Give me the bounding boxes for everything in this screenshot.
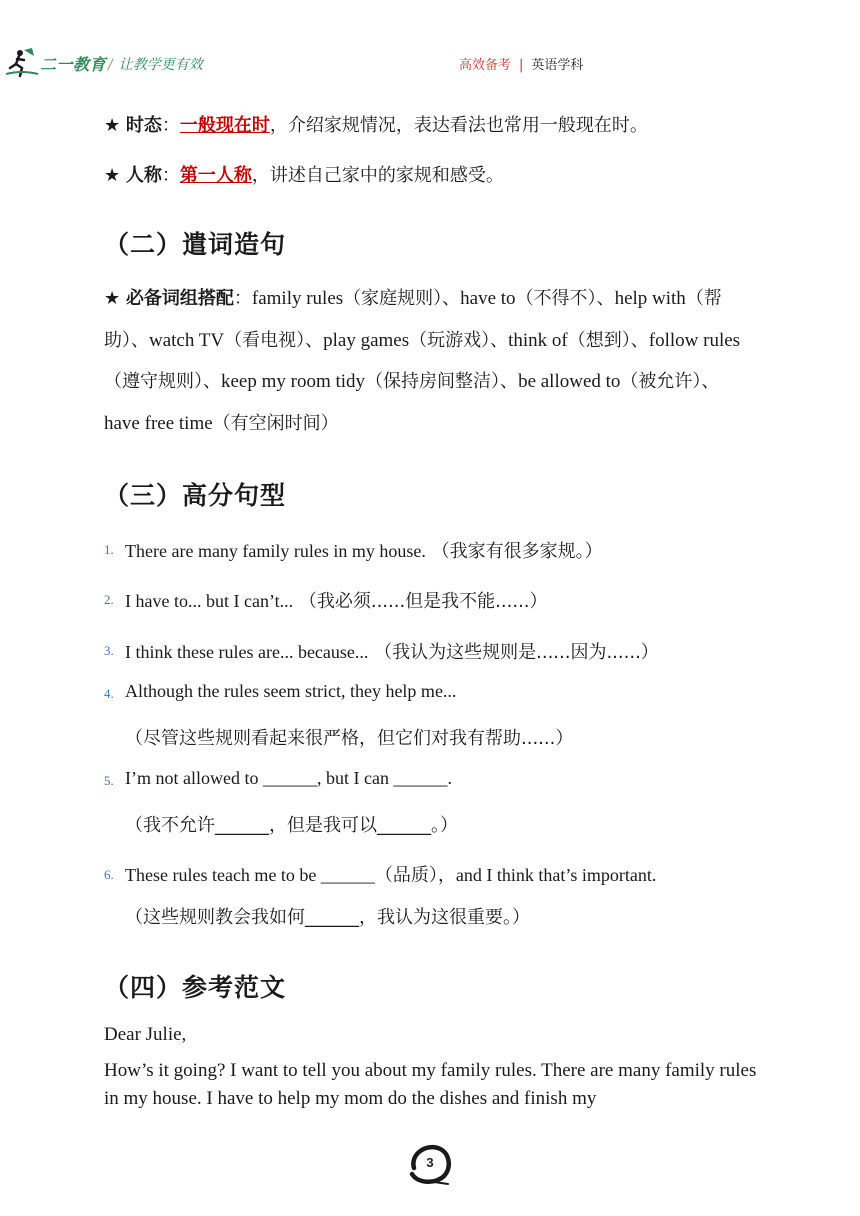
header-exam-label: 高效备考 [459,58,512,73]
phrase-en: be allowed to [518,371,621,392]
phrases-colon: ： [233,288,252,309]
list-number: 5. [104,773,114,788]
phrase-cn: （玩游戏）、 [409,329,509,351]
phrase-en: keep my room tidy [221,371,366,392]
phrase-en: have free time [104,412,213,434]
tense-colon: ： [161,115,180,136]
page-number-badge [404,1140,456,1188]
sentence-en: and I think that’s important. [455,865,657,885]
phrase-en: follow rules [648,329,741,351]
sentence-cn: （我必须......但是我不能......） [293,591,548,612]
phrase-cn: （被允许）、 [620,371,720,392]
sentence-4-en [125,681,456,702]
tense-rest: ，介绍家规情况，表达看法也常用一般现在时。 [269,115,648,136]
sentence-2 [125,587,548,613]
person-line [104,161,504,187]
phrase-en: family rules [251,288,344,309]
star-icon: ★ [104,115,121,136]
slogan [108,54,203,74]
star-icon: ★ [104,165,121,186]
section-heading-3: （三）高分句型 [104,481,287,510]
person-colon: ： [161,165,180,186]
phrase-cn: （有空闲时间） [212,412,339,434]
sentence-6-cn: （这些规则教会我如何______，我认为这很重要。） [125,907,530,928]
slogan-text: 让教学更有效 [118,57,203,73]
slogan-slash: / [108,57,113,73]
list-number: 2. [104,592,114,607]
sentence-cn-inline: （品质）， [374,865,456,886]
person-key: 人称 [125,165,162,186]
sentence-5-cn: （我不允许______，但是我可以______。） [125,815,458,836]
runner-logo-icon [4,44,40,80]
letter-greeting: Dear Julie, [104,1024,187,1045]
phrase-cn: （帮助）、 [104,288,722,351]
header-subject-label: 英语学科 [531,58,584,73]
section-heading-4: （四）参考范文 [104,973,287,1002]
sentence-en: These rules teach me to be ______ [125,865,375,885]
sentence-5-en [125,768,452,789]
list-number: 6. [104,867,114,882]
sentence-en: I’m not allowed to ______, but I can ______. [125,768,452,788]
header-separator: | [519,58,524,73]
phrase-en: watch TV [149,329,225,351]
sentence-en: I think these rules are... because... [125,642,369,662]
phrases-paragraph [104,278,744,444]
sentence-1 [125,537,603,563]
list-number: 4. [104,686,114,701]
page-header [0,0,860,90]
page-number: 3 [426,1155,434,1170]
phrase-cn: （看电视）、 [224,329,324,351]
phrase-en: help with [614,288,686,309]
phrase-cn: （不得不）、 [515,288,615,309]
person-rest: ，讲述自己家中的家规和感受。 [251,165,504,186]
list-number: 1. [104,542,114,557]
sentence-3 [125,638,659,664]
sentence-cn: （我认为这些规则是......因为......） [368,642,659,663]
phrases-key: 必备词组搭配 [125,288,234,309]
person-value: 第一人称 [179,165,252,186]
header-subject [459,54,583,73]
phrase-cn: （家庭规则）、 [343,288,461,309]
phrase-en: have to [460,288,516,309]
tense-value: 一般现在时 [179,115,270,136]
phrase-en: play games [323,329,410,351]
phrase-cn: （想到）、 [567,329,649,351]
sentence-4-cn: （尽管这些规则看起来很严格，但它们对我有帮助......） [125,728,574,749]
sentence-en: There are many family rules in my house. [125,541,426,561]
sentence-en: I have to... but I can’t... [125,591,294,611]
tense-key: 时态 [125,115,162,136]
section-heading-2: （二）遣词造句 [104,230,287,259]
phrase-cn: （遵守规则）、 [104,371,221,392]
sentence-en: Although the rules seem strict, they help me... [125,681,457,701]
letter-body: How’s it going? I want to tell you about my family rules. There are many family rules in my house. I have to help my mom do the dishes and finish my [104,1060,757,1109]
sentence-cn: （我家有很多家规。） [425,541,603,562]
phrase-cn: （保持房间整洁）、 [365,371,519,392]
star-icon: ★ [104,288,121,309]
brand-name: 二一教育 [40,55,107,74]
tense-line [104,111,648,137]
list-number: 3. [104,643,114,658]
phrase-en: think of [508,329,568,351]
sentence-6-en [125,861,656,887]
